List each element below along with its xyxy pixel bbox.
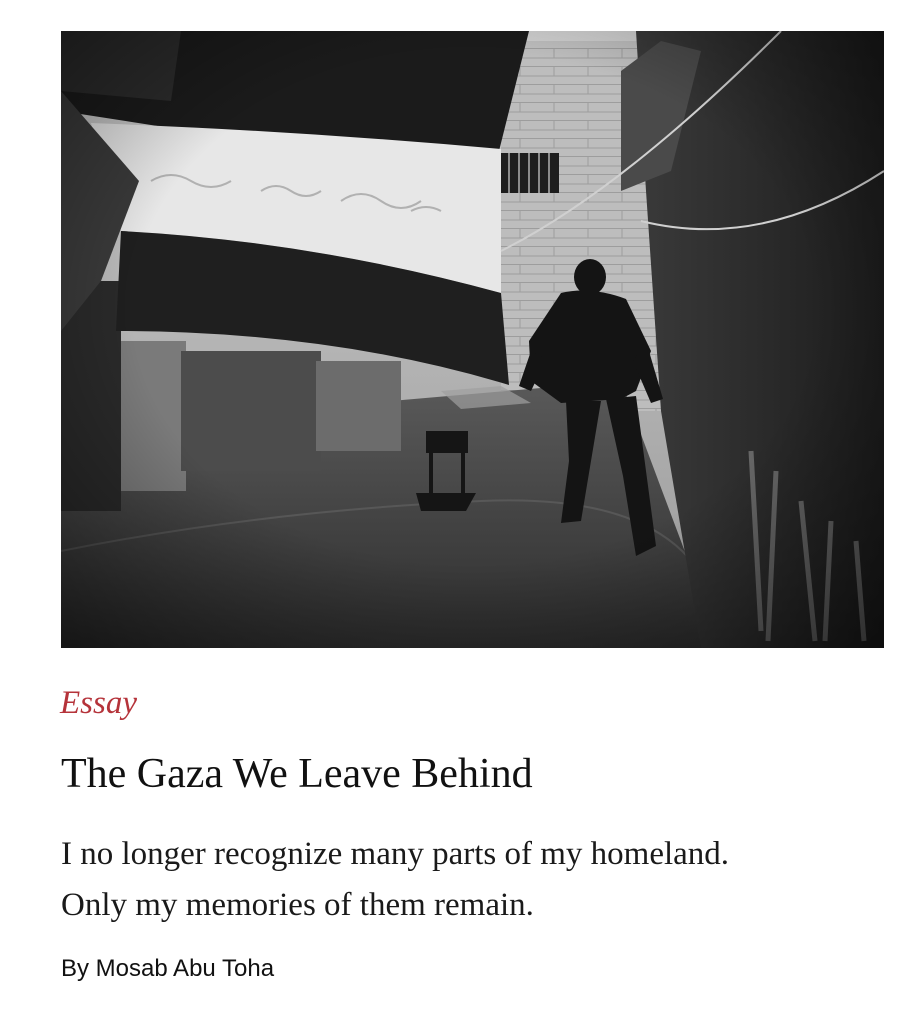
article-dek-line: I no longer recognize many parts of my homeland. — [61, 836, 730, 872]
article-photo-image — [61, 31, 884, 648]
article-title[interactable]: The Gaza We Leave Behind — [61, 751, 533, 797]
article-photo[interactable] — [61, 31, 884, 648]
article-byline[interactable]: By Mosab Abu Toha — [61, 955, 275, 982]
article-dek-line: Only my memories of them remain. — [61, 887, 534, 923]
article-category[interactable]: Essay — [60, 685, 137, 721]
article-dek — [61, 829, 901, 931]
